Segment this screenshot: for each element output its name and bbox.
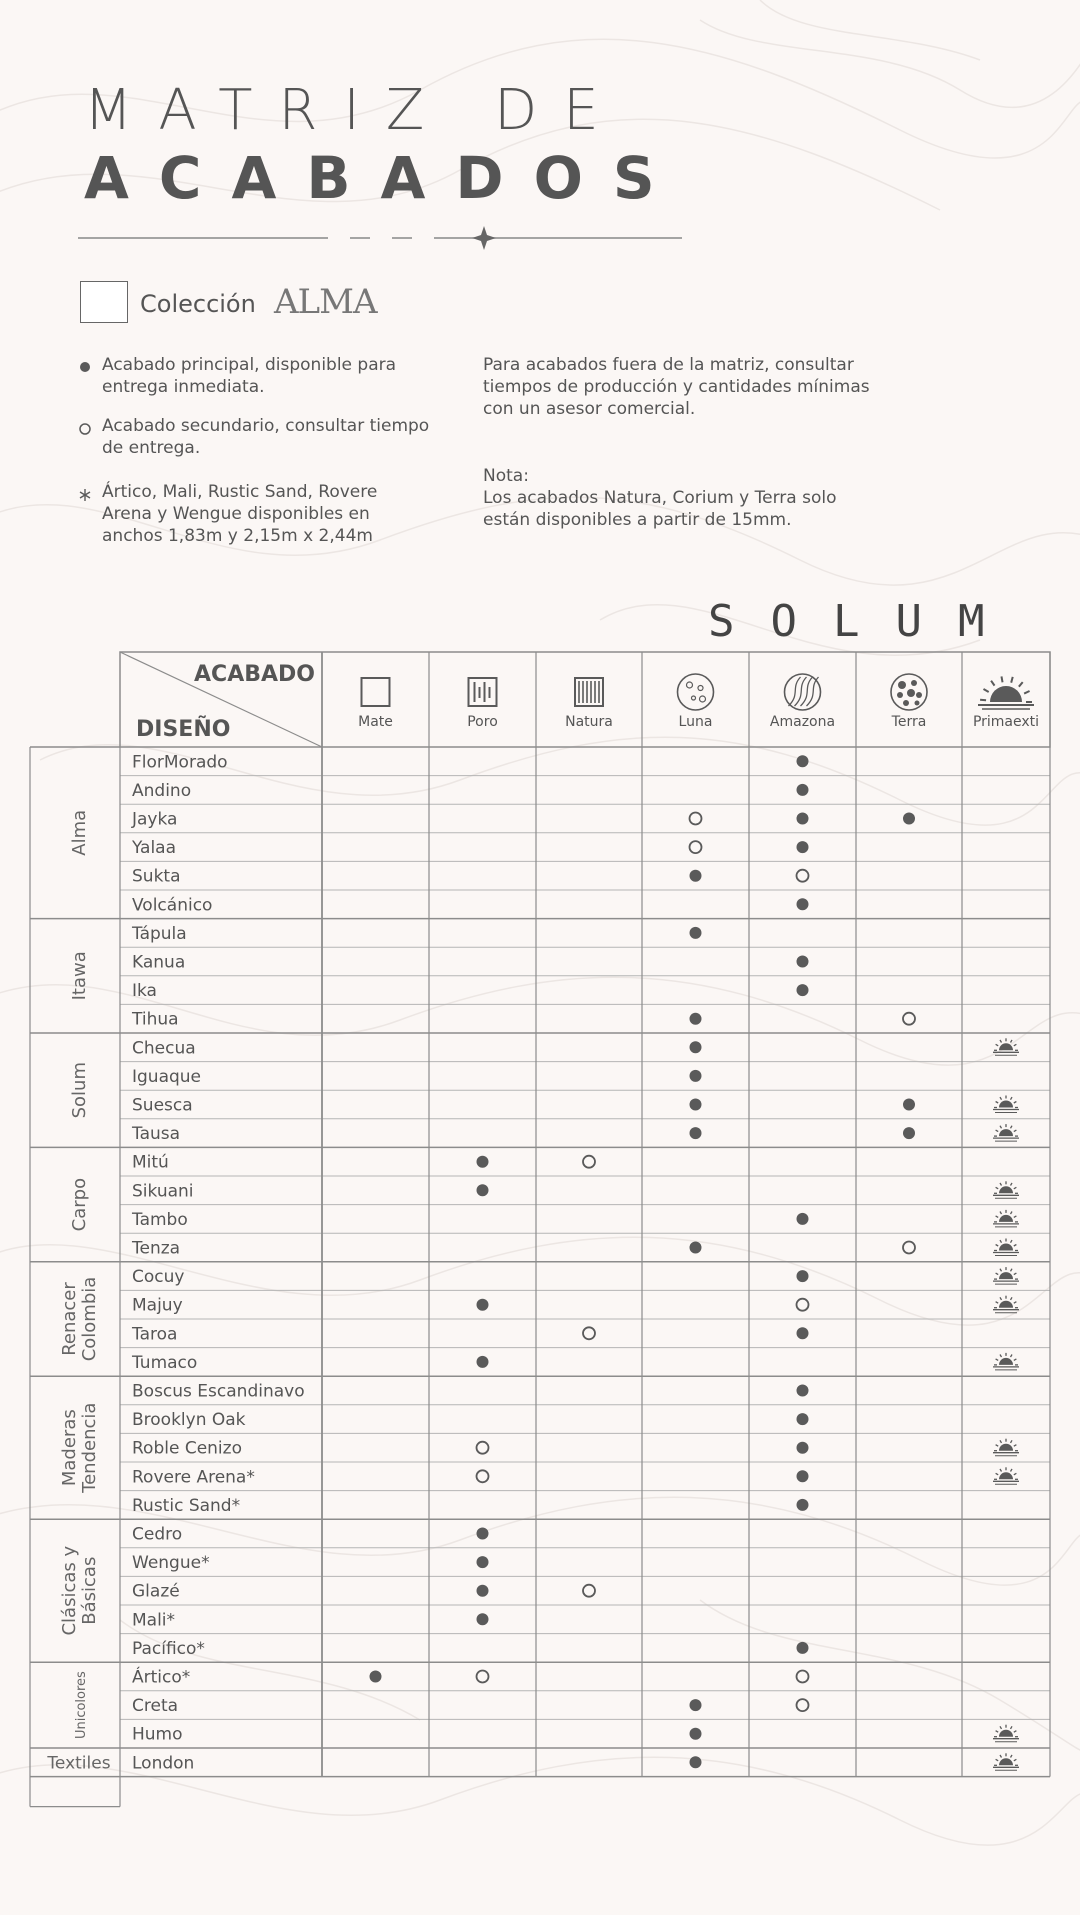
- primary-dot-icon: [797, 1642, 809, 1654]
- secondary-dot-icon: [903, 1242, 915, 1254]
- row-design-name: Boscus Escandinavo: [132, 1381, 305, 1402]
- group-label: Solum: [69, 1062, 90, 1119]
- table-row: [120, 1062, 1050, 1087]
- primary-dot-icon: [797, 1470, 809, 1482]
- row-design-name: Tumaco: [132, 1352, 198, 1373]
- secondary-dot-icon: [797, 1299, 809, 1311]
- row-design-name: Roble Cenizo: [132, 1438, 242, 1459]
- group-label: Unicolores: [74, 1671, 89, 1740]
- column-label: Terra: [891, 714, 927, 730]
- secondary-dot-icon: [690, 841, 702, 853]
- row-design-name: Tihua: [132, 1009, 179, 1030]
- primary-dot-icon: [797, 1442, 809, 1454]
- legend-primary-text: Acabado principal, disponible para entrega inmediata.: [102, 355, 397, 397]
- primaexti-sun-icon: [993, 1096, 1019, 1113]
- primary-dot-icon: [477, 1613, 489, 1625]
- primary-dot-icon: [690, 1070, 702, 1082]
- row-design-name: Iguaque: [132, 1066, 202, 1087]
- primaexti-sun-icon: [993, 1467, 1019, 1484]
- primary-dot-icon: [797, 956, 809, 968]
- primary-dot-icon: [690, 1728, 702, 1740]
- row-design-name: Volcánico: [132, 895, 213, 916]
- primary-dot-icon: [477, 1356, 489, 1368]
- table-row: [120, 1576, 1050, 1601]
- primary-dot-icon: [903, 1127, 915, 1139]
- secondary-dot-icon: [583, 1156, 595, 1168]
- group-label: MaderasTendencia: [59, 1402, 100, 1493]
- primaexti-sun-icon: [993, 1210, 1019, 1227]
- table-row: [120, 1405, 1050, 1430]
- row-design-name: Sikuani: [132, 1181, 194, 1202]
- terra-stone-icon: [891, 674, 927, 710]
- row-design-name: Creta: [132, 1696, 179, 1717]
- row-design-name: Andino: [132, 780, 192, 801]
- table-row: [120, 1119, 1050, 1144]
- table-row: [120, 947, 1050, 972]
- primary-dot-icon: [477, 1556, 489, 1568]
- secondary-dot-icon: [583, 1327, 595, 1339]
- group-renacer-colombia: [30, 1267, 1050, 1376]
- row-design-name: Cedro: [132, 1524, 183, 1545]
- primary-dot-icon: [477, 1585, 489, 1597]
- table-row: [120, 833, 1050, 858]
- row-design-name: Taroa: [132, 1324, 178, 1345]
- primaexti-sun-icon: [993, 1725, 1019, 1742]
- column-label: Luna: [678, 714, 713, 730]
- primary-dot-icon: [797, 813, 809, 825]
- primary-dot-icon: [797, 784, 809, 796]
- group-maderas-tendencia: [30, 1382, 1050, 1520]
- notes-text: Para acabados fuera de la matriz, consultar tiempos de producción y cantidades mínimas con un asesor comercial.: [483, 355, 870, 419]
- primary-dot-icon: [690, 1127, 702, 1139]
- table-row: [132, 1153, 595, 1173]
- solum-brand-title: SOLUM: [708, 596, 1021, 647]
- table-row: [120, 1691, 1050, 1716]
- group-itawa: [30, 924, 1050, 1033]
- secondary-dot-icon: [903, 1013, 915, 1025]
- group-alma: [30, 747, 1050, 919]
- primary-dot-icon: [797, 841, 809, 853]
- group-label: Itawa: [69, 951, 90, 1001]
- primaexti-sun-icon: [993, 1353, 1019, 1370]
- row-design-name: Tenza: [132, 1238, 181, 1259]
- table-row: [120, 1462, 1050, 1487]
- row-design-name: Wengue*: [132, 1553, 210, 1574]
- primary-dot-icon: [690, 1099, 702, 1111]
- row-design-name: Sukta: [132, 866, 181, 887]
- row-design-name: Pacífico*: [132, 1638, 205, 1659]
- table-row: [120, 1319, 1050, 1344]
- row-design-name: Humo: [132, 1724, 183, 1745]
- primary-dot-icon: [903, 1099, 915, 1111]
- table-row: [132, 1267, 1019, 1287]
- primaexti-sun-icon: [978, 676, 1034, 709]
- row-design-name: London: [132, 1753, 195, 1774]
- header-diseno: DISEÑO: [136, 717, 231, 742]
- primaexti-sun-icon: [993, 1124, 1019, 1141]
- column-header-natura: [565, 678, 613, 730]
- secondary-dot-icon: [797, 1699, 809, 1711]
- primary-dot-icon: [797, 984, 809, 996]
- primaexti-sun-icon: [993, 1753, 1019, 1770]
- header-acabado: ACABADO: [194, 662, 315, 687]
- row-design-name: Checua: [132, 1038, 196, 1059]
- table-row: [120, 976, 1050, 1001]
- table-row: [120, 1433, 1050, 1458]
- row-design-name: Jayka: [132, 809, 178, 830]
- mate-square-icon: [362, 678, 390, 706]
- primary-dot-icon: [477, 1299, 489, 1311]
- primary-dot-icon: [690, 927, 702, 939]
- primary-dot-icon: [797, 1213, 809, 1225]
- table-row: [120, 1491, 1050, 1516]
- group-solum: [30, 1038, 1050, 1147]
- title-line-1: MATRIZ DE: [84, 78, 625, 143]
- primaexti-sun-icon: [993, 1038, 1019, 1055]
- row-design-name: FlorMorado: [132, 752, 228, 773]
- row-design-name: Brooklyn Oak: [132, 1410, 246, 1431]
- secondary-dot-icon: [583, 1585, 595, 1597]
- table-row: [132, 1038, 1019, 1058]
- primary-dot-icon: [797, 1385, 809, 1397]
- group-label: Alma: [69, 809, 90, 856]
- column-header-amazona: [770, 674, 835, 730]
- table-row: [120, 1605, 1050, 1630]
- row-design-name: Kanua: [132, 952, 186, 973]
- primaexti-sun-icon: [993, 1296, 1019, 1313]
- row-design-name: Ika: [132, 981, 157, 1002]
- notes-nota-text: Los acabados Natura, Corium y Terra solo están disponibles a partir de 15mm.: [483, 488, 837, 530]
- poro-texture-icon: [469, 678, 497, 706]
- table-row: [132, 1382, 809, 1402]
- primary-dot-icon: [690, 1699, 702, 1711]
- primary-dot-icon: [903, 813, 915, 825]
- primary-dot-icon: [797, 1499, 809, 1511]
- row-design-name: Tausa: [132, 1124, 181, 1145]
- column-label: Mate: [358, 714, 393, 730]
- row-design-name: Tambo: [132, 1209, 188, 1230]
- table-row: [132, 1753, 1019, 1773]
- table-row: [120, 1205, 1050, 1230]
- group-label: Textiles: [47, 1753, 111, 1774]
- group-textiles: [30, 1753, 1050, 1776]
- primary-dot-icon: [370, 1671, 382, 1683]
- legend-secondary-text: Acabado secundario, consultar tiempo de entrega.: [102, 416, 430, 458]
- secondary-dot-icon: [690, 813, 702, 825]
- primaexti-sun-icon: [993, 1267, 1019, 1284]
- row-design-name: Cocuy: [132, 1267, 185, 1288]
- notes-label: Nota:: [483, 466, 529, 486]
- table-row: [132, 1666, 809, 1688]
- row-design-name: Rustic Sand*: [132, 1495, 241, 1516]
- table-row: [120, 1233, 1050, 1258]
- group-label: Carpo: [69, 1177, 90, 1232]
- group-unicolores: [30, 1666, 1050, 1749]
- row-design-name: Mali*: [132, 1610, 176, 1631]
- collection-label: Colección: [140, 290, 256, 318]
- primary-dot-icon: [797, 1327, 809, 1339]
- column-header-poro: [467, 678, 498, 730]
- primary-dot-icon: [690, 870, 702, 882]
- table-row: [120, 804, 1050, 829]
- group-label: RenacerColombia: [59, 1276, 100, 1362]
- row-design-name: Yalaa: [132, 838, 177, 859]
- table-row: [132, 752, 809, 772]
- primary-dot-icon: [797, 755, 809, 767]
- amazona-wood-icon: [785, 674, 821, 710]
- primary-dot-icon: [477, 1528, 489, 1540]
- column-header-primaexti: [973, 676, 1039, 730]
- luna-moon-icon: [678, 674, 714, 710]
- legend-asterisk-text: Ártico, Mali, Rustic Sand, Rovere Arena y Wengue disponibles en anchos 1,83m y 2,15m x 2,44m: [102, 482, 378, 546]
- primary-dot-icon: [797, 898, 809, 910]
- column-label: Natura: [565, 714, 613, 730]
- row-design-name: Ártico*: [132, 1667, 191, 1688]
- table-row: [120, 1719, 1050, 1744]
- primaexti-sun-icon: [993, 1239, 1019, 1256]
- table-row: [120, 1090, 1050, 1115]
- primary-dot-icon: [477, 1156, 489, 1168]
- column-header-terra: [891, 674, 927, 730]
- row-design-name: Glazé: [132, 1581, 180, 1602]
- row-design-name: Tápula: [132, 923, 187, 944]
- primary-dot-icon: [690, 1013, 702, 1025]
- table-row: [120, 1634, 1050, 1659]
- table-row: [120, 861, 1050, 886]
- primary-dot-icon: [690, 1041, 702, 1053]
- column-header-luna: [678, 674, 714, 730]
- primaexti-sun-icon: [993, 1439, 1019, 1456]
- secondary-dot-icon: [477, 1671, 489, 1683]
- row-design-name: Mitú: [132, 1152, 169, 1173]
- column-label: Poro: [467, 714, 498, 730]
- collection-name: ALMA: [274, 282, 377, 322]
- primary-dot-icon: [477, 1184, 489, 1196]
- table-row: [131, 924, 702, 944]
- group-clásicas-y-básicas: [30, 1525, 1050, 1663]
- column-label: Amazona: [769, 714, 836, 730]
- secondary-dot-icon: [477, 1470, 489, 1482]
- table-row: [132, 1525, 489, 1545]
- secondary-dot-icon: [797, 870, 809, 882]
- primary-dot-icon: [690, 1756, 702, 1768]
- table-row: [120, 1176, 1050, 1201]
- table-row: [120, 776, 1050, 801]
- column-label: Primaexti: [972, 714, 1040, 730]
- secondary-dot-icon: [477, 1442, 489, 1454]
- secondary-dot-icon: [797, 1671, 809, 1683]
- group-carpo: [30, 1153, 1050, 1262]
- row-design-name: Suesca: [132, 1095, 193, 1116]
- group-label: Clásicas yBásicas: [59, 1545, 100, 1636]
- table-row: [120, 1290, 1050, 1315]
- table-row: [120, 1004, 1050, 1029]
- table-row: [120, 1348, 1050, 1373]
- primaexti-sun-icon: [993, 1181, 1019, 1198]
- row-design-name: Rovere Arena*: [132, 1467, 255, 1488]
- primary-dot-icon: [690, 1242, 702, 1254]
- primary-dot-icon: [797, 1270, 809, 1282]
- table-row: [120, 890, 1050, 915]
- natura-lines-icon: [575, 678, 603, 706]
- primary-dot-icon: [797, 1413, 809, 1425]
- row-design-name: Majuy: [132, 1295, 183, 1316]
- table-row: [120, 1548, 1050, 1573]
- column-header-mate: [358, 678, 393, 730]
- title-line-2: ACABADOS: [84, 144, 685, 212]
